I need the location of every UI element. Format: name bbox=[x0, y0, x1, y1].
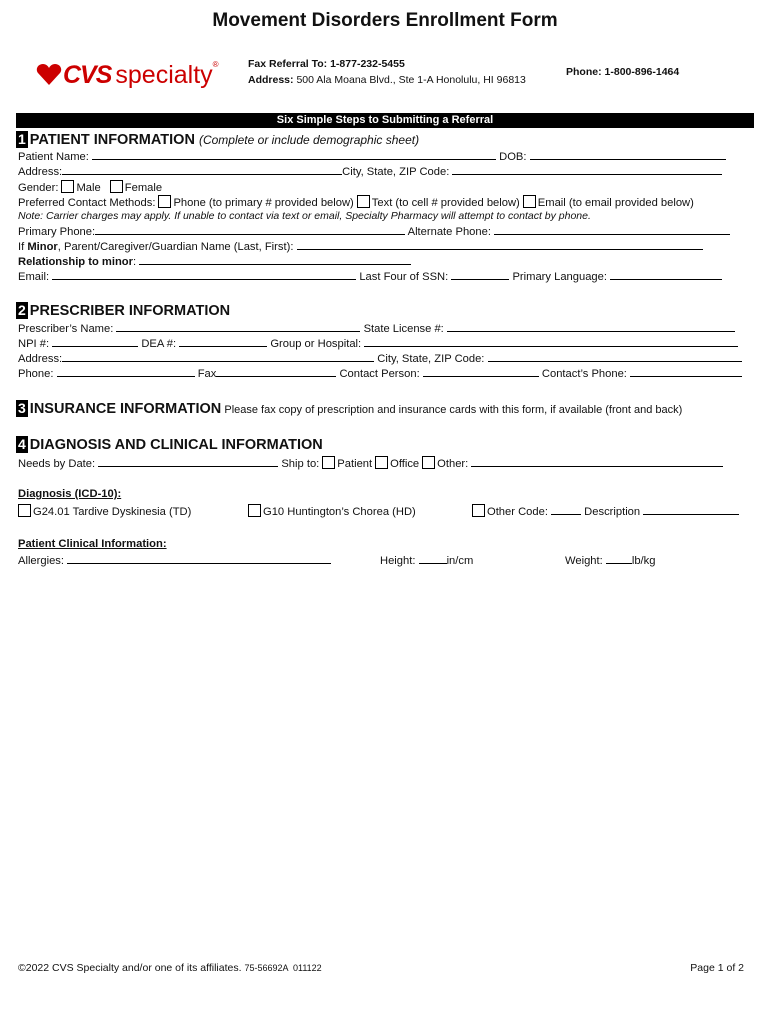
address-label: Address: bbox=[18, 353, 63, 365]
dx-td-label: G24.01 Tardive Dyskinesia (TD) bbox=[33, 506, 192, 518]
patient-address-row bbox=[18, 165, 722, 178]
city-field[interactable] bbox=[452, 165, 722, 175]
diagnosis-heading: Diagnosis (ICD-10): bbox=[18, 488, 122, 500]
ssn-field[interactable] bbox=[451, 270, 509, 280]
male-checkbox[interactable] bbox=[61, 180, 74, 193]
prescriber-name-label: Prescriber’s Name: bbox=[18, 323, 114, 335]
email-row bbox=[18, 270, 722, 283]
ship-office-checkbox[interactable] bbox=[375, 456, 388, 469]
fax-number: 1-877-232-5455 bbox=[330, 58, 405, 70]
needs-by-field[interactable] bbox=[98, 457, 278, 467]
dx-hd-checkbox[interactable] bbox=[248, 504, 261, 517]
section-title: PATIENT INFORMATION bbox=[29, 132, 195, 148]
needs-by-label: Needs by Date: bbox=[18, 458, 96, 470]
ship-office-label: Office bbox=[390, 458, 420, 470]
dx-td bbox=[15, 504, 191, 518]
guardian-field[interactable] bbox=[297, 240, 703, 250]
copyright-text: ©2022 CVS Specialty and/or one of its affiliates. bbox=[18, 962, 242, 974]
male-label: Male bbox=[76, 182, 101, 194]
height-label: Height: bbox=[380, 555, 416, 567]
dx-hd bbox=[245, 504, 416, 518]
weight-row bbox=[565, 554, 655, 567]
relationship-field[interactable] bbox=[139, 255, 411, 265]
prescriber-phone-row bbox=[18, 367, 742, 380]
dob-field[interactable] bbox=[530, 150, 726, 160]
section-title: DIAGNOSIS AND CLINICAL INFORMATION bbox=[29, 437, 323, 453]
patient-name-row bbox=[18, 150, 726, 163]
license-field[interactable] bbox=[447, 322, 735, 332]
height-row bbox=[380, 554, 473, 567]
contact-phone-field[interactable] bbox=[630, 367, 742, 377]
ship-other-field[interactable] bbox=[471, 457, 723, 467]
dea-field[interactable] bbox=[179, 337, 267, 347]
section-3-heading bbox=[16, 400, 682, 417]
group-field[interactable] bbox=[364, 337, 738, 347]
guardian-label: , Parent/Caregiver/Guardian Name (Last, First): bbox=[57, 241, 294, 253]
dx-hd-label: G10 Huntington’s Chorea (HD) bbox=[263, 506, 416, 518]
primary-phone-row bbox=[18, 225, 730, 238]
section-subtitle: (Complete or include demographic sheet) bbox=[198, 133, 420, 147]
prescriber-name-field[interactable] bbox=[116, 322, 360, 332]
city-label: City, State, ZIP Code: bbox=[377, 353, 485, 365]
phone-contact-checkbox[interactable] bbox=[158, 195, 171, 208]
fax-field[interactable] bbox=[216, 367, 336, 377]
ship-patient-checkbox[interactable] bbox=[322, 456, 335, 469]
address-label: Address: bbox=[18, 166, 63, 178]
gender-row bbox=[18, 180, 162, 194]
steps-bar: Six Simple Steps to Submitting a Referral bbox=[16, 113, 754, 128]
text-contact-label: Text (to cell # provided below) bbox=[371, 197, 520, 209]
language-field[interactable] bbox=[610, 270, 722, 280]
dx-other bbox=[469, 504, 739, 518]
heart-icon bbox=[36, 64, 62, 86]
address-label: Address: bbox=[248, 74, 294, 86]
dx-other-label: Other Code: bbox=[487, 506, 548, 518]
dx-td-checkbox[interactable] bbox=[18, 504, 31, 517]
city-field[interactable] bbox=[488, 352, 742, 362]
text-contact-checkbox[interactable] bbox=[357, 195, 370, 208]
alternate-phone-label: Alternate Phone: bbox=[407, 226, 491, 238]
logo-reg: ® bbox=[212, 60, 219, 69]
ship-other-checkbox[interactable] bbox=[422, 456, 435, 469]
email-label: Email: bbox=[18, 271, 50, 283]
phone-line bbox=[566, 66, 679, 78]
description-field[interactable] bbox=[643, 505, 739, 515]
ssn-label: Last Four of SSN: bbox=[359, 271, 449, 283]
clinical-heading: Patient Clinical Information: bbox=[18, 538, 167, 550]
license-label: State License #: bbox=[363, 323, 444, 335]
dob-label: DOB: bbox=[499, 151, 527, 163]
contact-phone-label: Contact’s Phone: bbox=[541, 368, 627, 380]
language-label: Primary Language: bbox=[512, 271, 607, 283]
group-label: Group or Hospital: bbox=[270, 338, 362, 350]
weight-label: Weight: bbox=[565, 555, 603, 567]
minor-label: Minor bbox=[27, 241, 58, 253]
fax-label: Fax Referral To: bbox=[248, 58, 328, 70]
contact-label: Contact Person: bbox=[339, 368, 420, 380]
address-value: 500 Ala Moana Blvd., Ste 1-A Honolulu, HI 96813 bbox=[296, 74, 526, 86]
phone-number: 1-800-896-1464 bbox=[604, 66, 680, 78]
fax-line bbox=[248, 58, 405, 70]
needs-by-row bbox=[18, 456, 723, 470]
dx-other-checkbox[interactable] bbox=[472, 504, 485, 517]
section-1-heading bbox=[16, 131, 419, 148]
guardian-row bbox=[18, 240, 703, 253]
prescriber-name-row bbox=[18, 322, 735, 335]
npi-label: NPI #: bbox=[18, 338, 50, 350]
section-title: INSURANCE INFORMATION bbox=[29, 401, 222, 417]
allergies-field[interactable] bbox=[67, 554, 331, 564]
city-label: City, State, ZIP Code: bbox=[342, 166, 450, 178]
dea-label: DEA #: bbox=[141, 338, 177, 350]
ship-other-label: Other: bbox=[437, 458, 469, 470]
relationship-label: Relationship to minor bbox=[18, 256, 133, 268]
cvs-specialty-logo bbox=[36, 58, 219, 92]
page-title: Movement Disorders Enrollment Form bbox=[212, 10, 558, 31]
ship-patient-label: Patient bbox=[337, 458, 373, 470]
section-title: PRESCRIBER INFORMATION bbox=[29, 303, 231, 319]
logo-brand: CVS bbox=[63, 60, 112, 89]
address-field[interactable] bbox=[62, 352, 374, 362]
phone-label: Phone: bbox=[566, 66, 602, 78]
contact-methods-label: Preferred Contact Methods: bbox=[18, 197, 156, 209]
relationship-colon: : bbox=[132, 256, 137, 268]
patient-name-label: Patient Name: bbox=[18, 151, 89, 163]
email-field[interactable] bbox=[52, 270, 356, 280]
relationship-row bbox=[18, 255, 411, 268]
phone-field[interactable] bbox=[57, 367, 195, 377]
weight-unit: lb/kg bbox=[631, 555, 656, 567]
dx-other-code-field[interactable] bbox=[551, 505, 581, 515]
ship-to-label: Ship to: bbox=[281, 458, 320, 470]
primary-phone-field[interactable] bbox=[95, 225, 405, 235]
npi-field[interactable] bbox=[52, 337, 138, 347]
section-number: 3 bbox=[18, 400, 26, 416]
insurance-note: Please fax copy of prescription and insurance cards with this form, if available (front and back) bbox=[224, 404, 683, 416]
section-number: 2 bbox=[18, 302, 26, 318]
form-code: 75-56692A 011122 bbox=[244, 963, 322, 973]
description-label: Description bbox=[584, 506, 641, 518]
prescriber-address-row bbox=[18, 352, 742, 365]
female-label: Female bbox=[124, 182, 163, 194]
page-number: Page 1 of 2 bbox=[690, 962, 744, 974]
section-2-heading bbox=[16, 302, 230, 319]
section-4-heading bbox=[16, 436, 323, 453]
email-contact-checkbox[interactable] bbox=[523, 195, 536, 208]
footer-copyright bbox=[18, 962, 322, 974]
section-number: 4 bbox=[18, 436, 26, 452]
allergies-label: Allergies: bbox=[18, 555, 65, 567]
primary-phone-label: Primary Phone: bbox=[18, 226, 96, 238]
height-field[interactable] bbox=[419, 554, 447, 564]
logo-suffix: specialty bbox=[115, 60, 213, 89]
carrier-note: Note: Carrier charges may apply. If unable to contact via text or email, Specialty Pharmacy will attempt to contact by phone. bbox=[18, 210, 591, 222]
weight-field[interactable] bbox=[606, 554, 632, 564]
female-checkbox[interactable] bbox=[110, 180, 123, 193]
gender-label: Gender: bbox=[18, 182, 59, 194]
allergies-row bbox=[18, 554, 331, 567]
section-number: 1 bbox=[18, 131, 26, 147]
patient-name-field[interactable] bbox=[92, 150, 496, 160]
alternate-phone-field[interactable] bbox=[494, 225, 730, 235]
npi-row bbox=[18, 337, 738, 350]
height-unit: in/cm bbox=[446, 555, 474, 567]
address-line bbox=[248, 74, 526, 86]
fax-label: Fax bbox=[197, 368, 217, 380]
phone-contact-label: Phone (to primary # provided below) bbox=[173, 197, 354, 209]
contact-methods-row bbox=[18, 195, 694, 209]
phone-label: Phone: bbox=[18, 368, 54, 380]
email-contact-label: Email (to email provided below) bbox=[537, 197, 694, 209]
if-label: If bbox=[18, 241, 28, 253]
address-field[interactable] bbox=[62, 165, 342, 175]
contact-field[interactable] bbox=[423, 367, 539, 377]
